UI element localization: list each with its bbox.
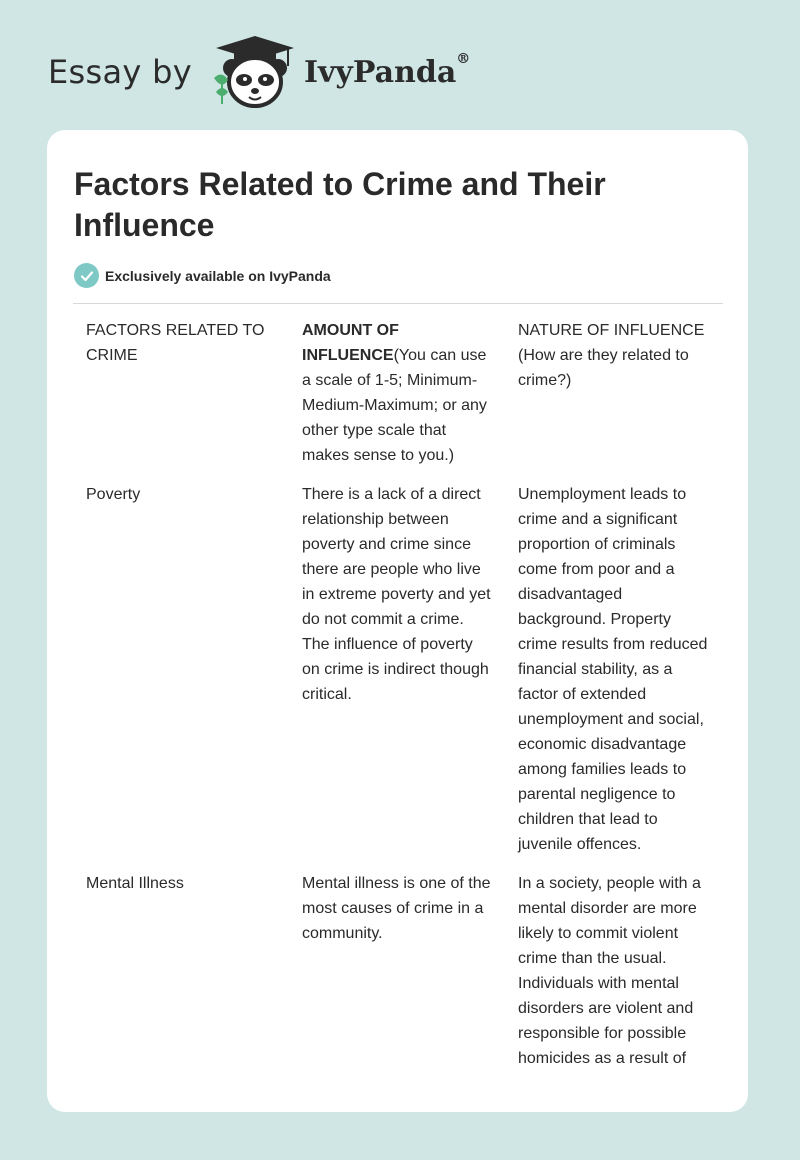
exclusive-badge	[74, 263, 331, 288]
row-factor: Mental Illness	[86, 875, 184, 892]
badge-text: Exclusively available on IvyPanda	[105, 267, 331, 284]
row-amount: Mental illness is one of the most causes of crime in a community.	[302, 875, 491, 942]
table-header-row	[74, 318, 724, 482]
row-factor: Poverty	[86, 486, 141, 503]
row-amount: There is a lack of a direct relationship between poverty and crime since there are people who live in extreme poverty and yet do not commit a crime. The influence of poverty on crime is indirect though critical.	[302, 486, 491, 703]
brand-name: IvyPanda®	[303, 50, 471, 90]
row-nature: Unemployment leads to crime and a significant proportion of criminals come from poor and a disadvantaged background. Property crime results from reduced financial stability, as a factor of extended unemployment and social, economic disadvantage among families leads to parental negligence to children that lead to juvenile offences.	[518, 486, 708, 853]
header-factors: FACTORS RELATED TO CRIME	[86, 322, 265, 364]
document-card	[47, 130, 748, 1112]
header-amount	[290, 318, 506, 482]
header-amount-title: AMOUNT OF INFLUENCE	[302, 322, 399, 364]
page-title: Factors Related to Crime and Their Influence	[74, 166, 606, 243]
check-circle-icon	[74, 263, 99, 288]
header-nature: NATURE OF INFLUENCE (How are they related to crime?)	[518, 322, 705, 389]
table-row	[74, 871, 724, 1085]
table-row	[74, 482, 724, 871]
registered-mark: ®	[456, 50, 471, 67]
panda-graduate-icon	[208, 34, 302, 110]
divider	[73, 303, 723, 304]
header-amount-note: (You can use a scale of 1-5; Minimum-Medium-Maximum; or any other type scale that makes sense to you.)	[302, 347, 487, 464]
brand-prefix: Essay by	[48, 53, 192, 91]
row-nature: In a society, people with a mental disorder are more likely to commit violent crime than the usual. Individuals with mental disorders are violent and responsible for possible homicides as a result of	[518, 875, 701, 1067]
brand-header	[48, 34, 470, 110]
factors-table	[74, 318, 724, 1085]
